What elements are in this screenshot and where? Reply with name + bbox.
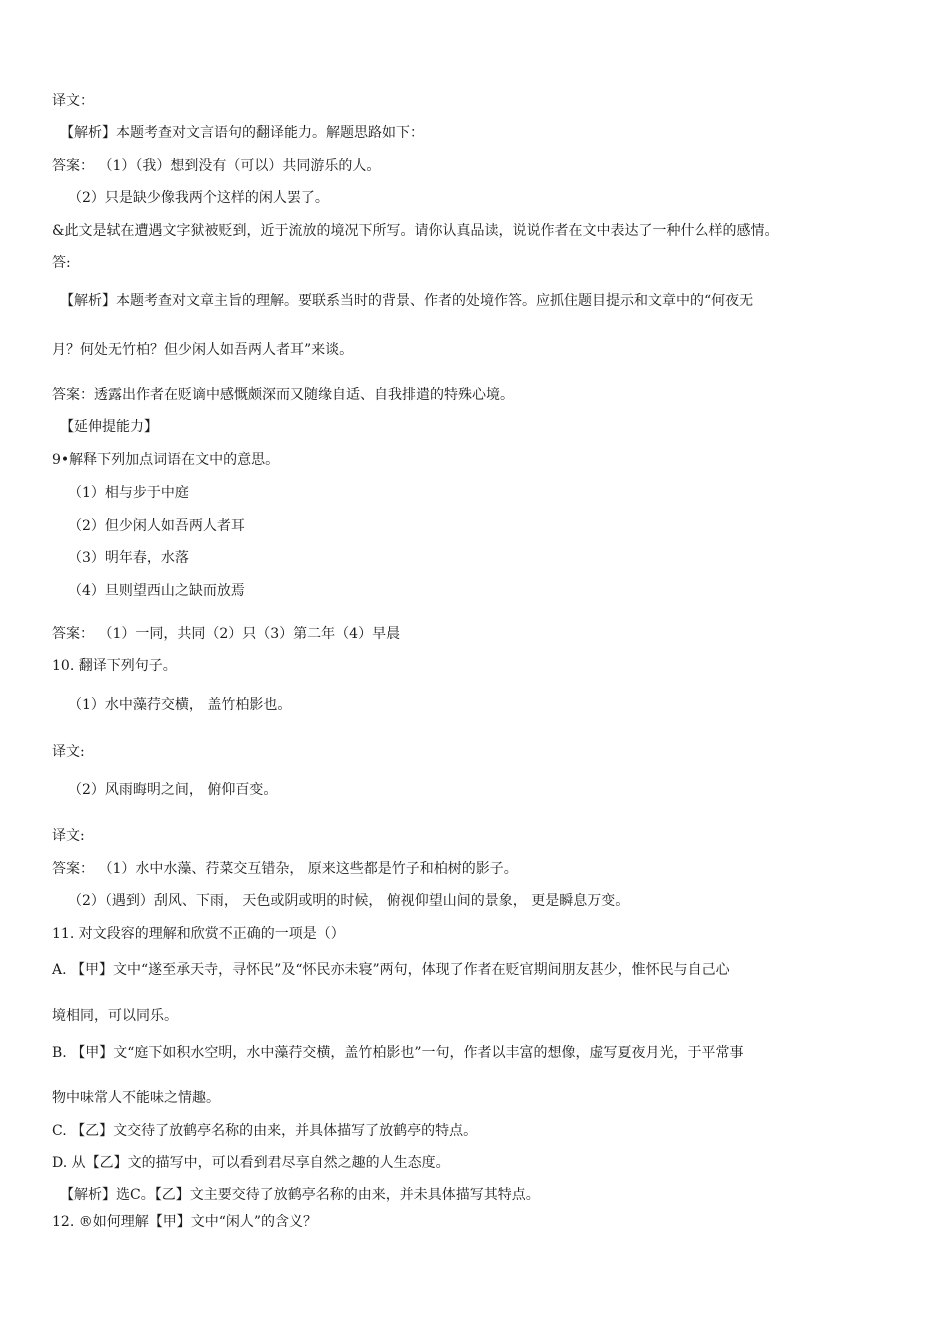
question-item: （1）相与步于中庭	[68, 485, 189, 501]
answer-line: 答案： （1）水中水藻、荇菜交互错杂， 原来这些都是竹子和柏树的影子。	[52, 861, 518, 877]
translation-label: 译文：	[52, 93, 94, 109]
option-a: A. 【甲】文中“遂至承天寺，寻怀民”及“怀民亦未寝”两句，体现了作者在贬官期间朋友甚少，惟怀民与自己心	[52, 962, 730, 978]
answer-line: （2）只是缺少像我两个这样的闲人罢了。	[68, 190, 329, 206]
option-d: D. 从【乙】文的描写中，可以看到君尽享自然之趣的人生态度。	[52, 1155, 450, 1171]
question-item: （1）水中藻荇交横， 盖竹柏影也。	[68, 697, 292, 713]
option-a-cont: 境相同，可以同乐。	[52, 1008, 178, 1024]
question-9: 9•解释下列加点词语在文中的意思。	[52, 452, 280, 468]
question-item: （2）但少闲人如吾两人者耳	[68, 518, 245, 534]
answer-line: 答案：透露出作者在贬谪中感慨颇深而又随缘自适、自我排遣的特殊心境。	[52, 387, 514, 403]
analysis-translation: 【解析】本题考查对文言语句的翻译能力。解题思路如下：	[60, 125, 424, 141]
question-item: （4）旦则望西山之缺而放焉	[68, 583, 245, 599]
question-10: 10. 翻译下列句子。	[52, 658, 177, 674]
analysis-theme-cont: 月？何处无竹柏？但少闲人如吾两人者耳”来谈。	[52, 342, 354, 358]
translation-label: 译文:	[52, 744, 85, 760]
option-c: C. 【乙】文交待了放鹤亭名称的由来，并具体描写了放鹤亭的特点。	[52, 1123, 478, 1139]
question-emotion: &此文是轼在遭遇文字狱被贬到，近于流放的境况下所写。请你认真品读，说说作者在文中表达了一种什么样的感情。	[52, 223, 779, 239]
question-12: 12. ®如何理解【甲】文中“闲人”的含义？	[52, 1214, 318, 1230]
translation-label: 译文:	[52, 828, 85, 844]
answer-line: （2）（遇到）刮风、下雨， 天色或阴或明的时候， 俯视仰望山间的景象， 更是瞬息万变。	[68, 893, 630, 909]
answer-line: 答案： （1）（我）想到没有（可以）共同游乐的人。	[52, 158, 381, 174]
option-b: B. 【甲】文“庭下如积水空明，水中藻荇交横，盖竹柏影也”一句，作者以丰富的想像，虚写夏夜月光，于平常事	[52, 1045, 744, 1061]
analysis-theme: 【解析】本题考查对文章主旨的理解。要联系当时的背景、作者的处境作答。应抓住题目提示和文章中的“何夜无	[60, 293, 754, 309]
option-b-cont: 物中味常人不能味之情趣。	[52, 1090, 220, 1106]
answer-line: 答案： （1）一同，共同（2）只（3）第二年（4）早晨	[52, 626, 401, 642]
question-item: （3）明年春，水落	[68, 550, 189, 566]
question-item: （2）风雨晦明之间， 俯仰百变。	[68, 782, 278, 798]
answer-label: 答:	[52, 255, 71, 271]
analysis-q11: 【解析】选C。【乙】文主要交待了放鹤亭名称的由来，并未具体描写其特点。	[60, 1187, 540, 1203]
question-11: 11. 对文段容的理解和欣赏不正确的一项是（）	[52, 926, 345, 942]
section-heading: 【延伸提能力】	[60, 419, 158, 435]
